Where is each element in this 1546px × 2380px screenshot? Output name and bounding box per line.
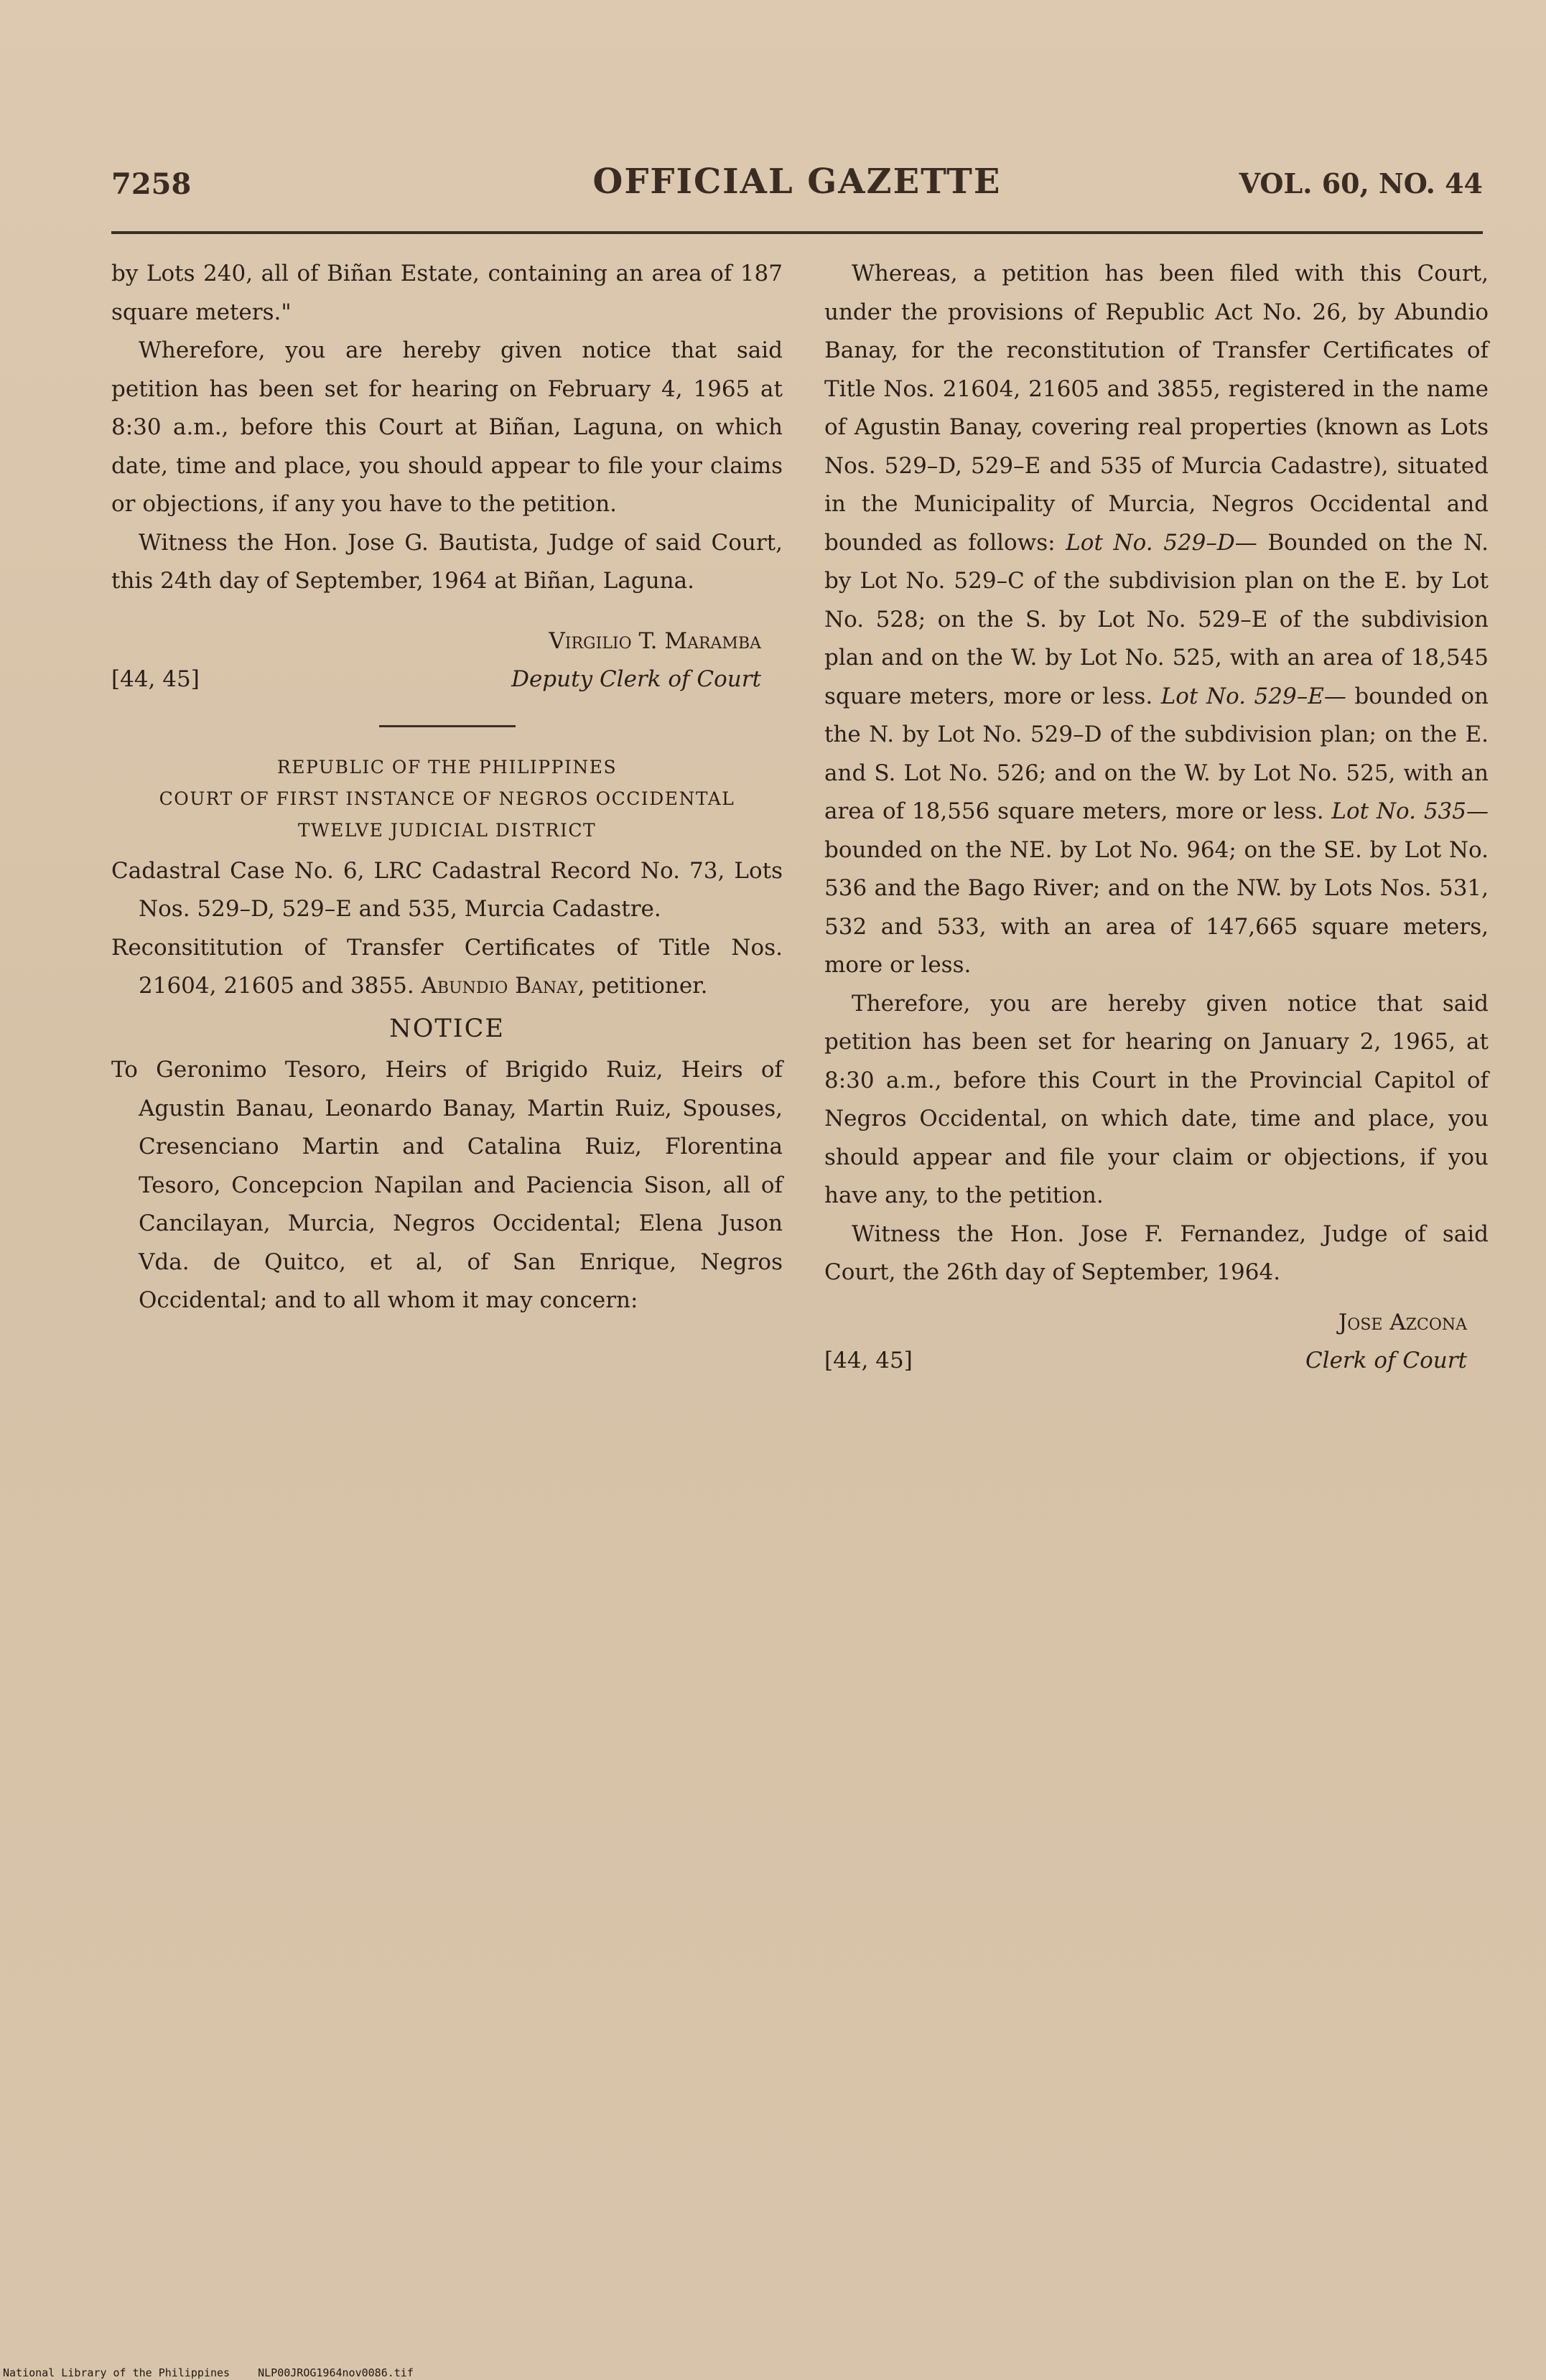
addressees: To Geronimo Tesoro, Heirs of Brigido Ruiz, Heirs of Agustin Banau, Leonardo Banay, Martin Ruiz, Spouses, Cresenciano Martin and Catalina Ruiz, Florentina Tesoro, Concepcion Napilan and Paciencia Sison, all of Cancilayan, Murcia, Negros Occidental; Elena Juson Vda. de Quitco, et al, of San Enrique, Negros Occidental; and to all whom it may concern: (111, 1057, 783, 1313)
section-divider (379, 725, 516, 727)
publication-title: OFFICIAL GAZETTE (592, 162, 1002, 202)
lot-535-label: Lot No. 535 (1331, 798, 1466, 824)
left-column (111, 255, 783, 1320)
heading-court: COURT OF FIRST INSTANCE OF NEGROS OCCIDENTAL (159, 788, 735, 809)
lot-529d-label: Lot No. 529–D (1066, 529, 1235, 556)
petitioner-label: petitioner. (592, 973, 708, 999)
lot-529e-label: Lot No. 529–E (1160, 683, 1324, 709)
paragraph-witness: Witness the Hon. Jose G. Bautista, Judge of said Court, this 24th day of September, 1964 at Biñan, Laguna. (111, 529, 783, 594)
whereas-text-c: — bounded on the N. by Lot No. 529–D of the subdivision plan; on the E. and S. Lot No. 526; and on the W. by Lot No. 525, with an area of 18,556 square meters, more or less. (824, 683, 1489, 824)
page-number: 7258 (111, 167, 192, 201)
signature-block-2 (824, 1304, 1489, 1381)
volume-number: VOL. 60, NO. 44 (1239, 167, 1483, 200)
issue-reference: [44, 45] (111, 666, 200, 692)
whereas-text-b: — Bounded on the N. by Lot No. 529–C of the subdivision plan on the E. by Lot No. 528; on the S. by Lot No. 529–E of the subdivision plan and on the W. by Lot No. 525, with an area of 18,545 square meters, more or less. (824, 529, 1489, 709)
whereas-text-a: Whereas, a petition has been filed with this Court, under the provisions of Republic Act No. 26, by Abundio Banay, for the reconstitution of Transfer Certificates of Title Nos. 21604, 21605 and 3855, registered in the name of Agustin Banay, covering real properties (known as Lots Nos. 529–D, 529–E and 535 of Murcia Cadastre), situated in the Municipality of Murcia, Negros Occidental and bounded as follows: (824, 261, 1489, 556)
header-rule (111, 231, 1483, 234)
heading-republic: REPUBLIC OF THE PHILIPPINES (276, 756, 618, 778)
signature-block (111, 622, 783, 699)
paragraph-therefore: Therefore, you are hereby given notice that said petition has been set for hearing on January 2, 1965, at 8:30 a.m., before this Court in the Provincial Capitol of Negros Occidental, on which date, time and place, you should appear and file your claim or objections, if you have any, to the petition. (824, 990, 1489, 1208)
right-column (824, 255, 1489, 1381)
signatory-name-2: Jose Azcona (1338, 1309, 1467, 1335)
petition-caption (111, 929, 783, 1006)
paragraph-witness-2: Witness the Hon. Jose F. Fernandez, Judge of said Court, the 26th day of September, 1964. (824, 1221, 1489, 1285)
heading-district: TWELVE JUDICIAL DISTRICT (297, 819, 597, 841)
whereas-text-d: —bounded on the NE. by Lot No. 964; on the SE. by Lot No. 536 and the Bago River; and on the NW. by Lots Nos. 531, 532 and 533, with an area of 147,665 square meters, more or less. (824, 798, 1489, 978)
scan-filename: NLP00JROG1964nov0086.tif (258, 2366, 414, 2379)
issue-reference-2: [44, 45] (824, 1347, 913, 1373)
paragraph-whereas (824, 255, 1489, 985)
signatory-title: Deputy Clerk of Court (511, 666, 761, 692)
paragraph-wherefore: Wherefore, you are hereby given notice that said petition has been set for hearing on February 4, 1965 at 8:30 a.m., before this Court at Biñan, Laguna, on which date, time and place, you should appear to file your claims or objections, if any you have to the petition. (111, 337, 783, 517)
paragraph-lots-continuation: by Lots 240, all of Biñan Estate, containing an area of 187 square meters." (111, 261, 783, 325)
petitioner-name: Abundio Banay, (421, 973, 585, 999)
signatory-title-2: Clerk of Court (1305, 1347, 1467, 1373)
signatory-name: Virgilio T. Maramba (549, 627, 761, 654)
library-credit: National Library of the Philippines (3, 2366, 230, 2379)
scan-footer (3, 2366, 435, 2379)
case-caption: Cadastral Case No. 6, LRC Cadastral Record No. 73, Lots Nos. 529–D, 529–E and 535, Murcia Cadastre. (111, 857, 783, 922)
notice-heading: NOTICE (389, 1014, 505, 1043)
page-header (111, 162, 1483, 212)
petition-text: Reconsititution of Transfer Certificates of Title Nos. 21604, 21605 and 3855. (111, 934, 783, 999)
